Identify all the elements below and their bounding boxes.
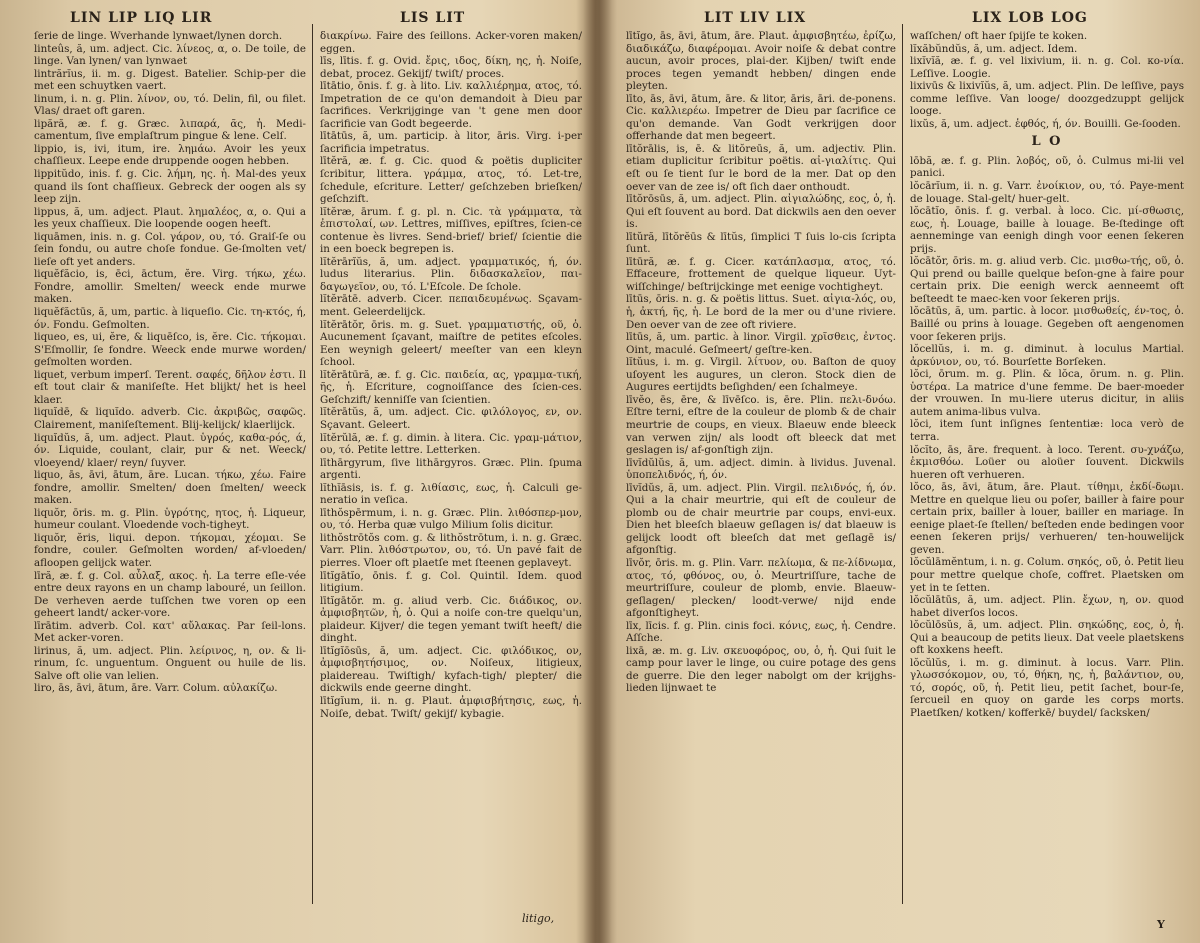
dictionary-entry: linteûs, ă, um. adject. Cic. λίνεος, α, ο. De toile, de linge. Van lynen/ van lynwaet [34, 42, 306, 68]
dictionary-entry: līvĕo, ēs, ēre, & līvēſco. is, ēre. Plin. πελι-δνόω. Eſtre terni, eſtre de la couleur de plomb & de chair meurtrie de coups, en vieux. Blaeuw ende bleeck van verwen zijn/ als loodt oft bleeck dat met geslagen is/ af-gonſtigh zijn. [626, 393, 896, 457]
right-page-header-right: LIX LOB LOG [972, 10, 1088, 26]
dictionary-entry: lītŏrālis, is, ē. & litŏreūs, ă, um. adjectiv. Plin. etiam duplicitur ſcribitur poëtis. αἰ-γιαλίτις. Qui eſt ou ſe tient ſur le bord de la mer. Dat op den oever van de zee is/ oft ſich daer onthoudt. [626, 142, 896, 193]
dictionary-entry: lītātūs, ă, um. particip. à litor, āris. Virg. i-per ſacrificia impetratus. [320, 130, 582, 155]
dictionary-entry: lŏcātĭo, ōnis. f. g. verbal. à loco. Cic. μί-σθωσις, εως, ἡ. Louage, baille à louage. Be-ſtedinge oft aenneminge van eenigh dingh voor eenen ſekeren prijs. [910, 205, 1184, 255]
dictionary-entry: līvĭdŭs, ă, um. adject. Plin. Virgil. πελιδνός, ή, όν. Qui a la chair meurtrie, qui eſt de couleur de plomb ou de chair meurtrie par coups, envi-eux. Dien het bleeſch blaeuw geſlagen is/ dat blaeuw is gelijck loodt oft bleeſch dat met geſlagē is/ afgonſtig. [626, 481, 896, 557]
right-column-2-entries-a [910, 30, 1184, 130]
dictionary-entry: lītŏrōsūs, ă, um. adject. Plin. αἰγιαλώδης, εος, ὁ, ἡ. Qui eſt ſouvent au bord. Dat dickwils aen den oever is. [626, 193, 896, 231]
dictionary-entry: lītĕră, æ. f. g. Cic. quod & poëtis dupliciter ſcribitur, littera. γράμμα, ατος, τό. Let-tre, ſchedule, eſcriture. Letter/ geſchzeben brieſken/ geſchzift. [320, 155, 582, 206]
dictionary-entry: lōbă, æ. f. g. Plin. λοβός, οῦ, ὁ. Culmus mi-lii vel panici. [910, 154, 1184, 180]
dictionary-entry: lŏcŭlŭs, i. m. g. diminut. à locus. Varr. Plin. γλωσσόκομον, ου, τό, θήκη, ης, ἡ, βαλάντιον, ου, τό, σορός, οῦ, ἡ. Petit lieu, petit ſachet, bour-ſe, ſercueil en quoy on garde les corps morts. Plaetſken/ kotken/ kofferkē/ buydel/ ſacksken/ [910, 656, 1184, 719]
right-page-column-1 [626, 30, 896, 910]
dictionary-entry: lŏcellŭs, i. m. g. diminut. à loculus Martial. ἀρκύνιον, ου, τό. Bourſette Borſeken. [910, 343, 1184, 368]
dictionary-entry: lŏcĭto, ās, āre. frequent. à loco. Terent. συ-χνάζω, ἐκμισθόω. Loüer ou aloüer ſouvent. Dickwils hueren oft verhueren. [910, 443, 1184, 481]
dictionary-entry: lŏcātūs, ă, um. partic. à locor. μισθωθείς, έν-τος, ὁ. Baillé ou prins à louage. Gegeben oft aengenomen voor ſekeren prijs. [910, 305, 1184, 343]
right-column-2-entries-b [910, 155, 1184, 720]
left-page-column-1 [34, 30, 306, 910]
dictionary-entry: līthŏspērmum, i. n. g. Græc. Plin. λιθόσπερ-μον, ου, τό. Herba quæ vulgo Milium ſolis dicitur. [320, 506, 582, 532]
left-page [0, 0, 590, 943]
left-page-header-left: LIN LIP LIQ LIR [70, 10, 213, 26]
dictionary-entry: lītĭgātĭo, ōnis. f. g. Col. Quintil. Idem. quod litigium. [320, 569, 582, 595]
dictionary-entry: lĭxăbŭndŭs, ă, um. adject. Idem. [910, 42, 1078, 55]
dictionary-entry: līthārgyrum, ſive lithārgyros. Græc. Plin. ſpuma argenti. [320, 456, 582, 482]
dictionary-entry: lĭthĭāsis, is. f. g. λιθίασις, εως, ἡ. Calculi ge-neratio in veſica. [320, 481, 582, 507]
section-title: L O [1031, 134, 1063, 150]
dictionary-entry: līvĭdŭlŭs, ă, um. adject. dimin. à lividus. Juvenal. ὑποπελιδνός, ή, όν. [626, 456, 896, 482]
dictionary-entry: lixŭs, ă, um. adject. ἑφθός, ή, όν. Bouilli. Ge-ſooden. [910, 117, 1181, 130]
dictionary-entry: lŏco, ās, āvi, ātum, āre. Plaut. τίθημι, ἐκδί-δωμι. Mettre en quelque lieu ou poſer, bailler à faire pour certain prix, bailler à louer, bailler en mariage. In eenige plaet-ſe ſtellen/ beſteden ende bedingen voor eenen ſekeren prijs/ verhueren/ ten-houwelijck geven. [910, 481, 1184, 556]
dictionary-entry: lĭtĕræ, ārum. f. g. pl. n. Cic. τὰ γράμματα, τὰ ἐπιστολαί, ων. Lettres, miſſives, epiſtres, ſcien-ce contenue ès livres. Send-brief/ brief/ ſcientie die in een boeck begrepen is. [320, 205, 582, 256]
dictionary-entry: διακρίνω. Faire des ſeillons. Acker-voren maken/ eggen. [320, 30, 582, 55]
dictionary-entry: lippio, is, ivi, itum, ire. λημάω. Avoir les yeux chaſſieux. Leepe ende druppende oogen hebben. [34, 142, 306, 168]
dictionary-entry: lītĭgātŏr. m. g. aliud verb. Cic. διάδικος, ον. ἀμφισβητῶν, ἡ, ὁ. Qui a noiſe con-tre quelqu'un, plaideur. Kijver/ die tegen yemant twiſt heeft/ die dinght. [320, 594, 582, 645]
dictionary-entry: lŏci, item ſunt inſignes ſententiæ: loca verò de terra. [910, 418, 1184, 443]
dictionary-entry: lŏci, ōrum. m. g. Plin. & lŏca, ōrum. n. g. Plin. ὑστέρα. La matrice d'une femme. De baer-moeder der vrouwen. In mu-liere uterus dicitur, in aliis autem anima-libus vulva. [910, 368, 1184, 418]
dictionary-entry: waſſchen/ oft haer ſpijſe te koken. [910, 30, 1088, 42]
dictionary-entry: lĭtĕrātūră, æ. f. g. Cic. παιδεία, ας, γραμμα-τική, ῆς, ἡ. Eſcriture, cognoiſſance des ſcien-ces. Geſchzift/ kenniſſe van ſcientien. [320, 368, 582, 406]
dictionary-entry: liquo, ās, āvi, ātum, āre. Lucan. τήκω, χέω. Faire fondre, amollir. Smelten/ doen ſmelten/ weeck maken. [34, 469, 306, 507]
dictionary-entry: lĭtŭus, i. m. g. Virgil. λίτυον, ου. Baſton de quoy uſoyent les augures, un cleron. Stock dien de Augures eertijdts beſighden/ een ſchalmeye. [626, 356, 896, 394]
dictionary-entry: lĭtĕrātŭs, ă, um. adject. Cic. φιλόλογος, εν, ον. Sçavant. Geleert. [320, 406, 582, 431]
dictionary-entry: liquāmen, inis. n. g. Col. γάρον, ου, τό. Graiſ-ſe ou ſein fondu, ou autre choſe fondue. Ge-ſmolten vet/ lieſe oft yet anders. [34, 230, 306, 268]
dictionary-entry: lŏcŭlāmĕntum, i. n. g. Colum. σηκός, οῦ, ὁ. Petit lieu pour mettre quelque choſe, coffret. Plaetsken om yet in te ſetten. [910, 556, 1184, 594]
dictionary-entry: liquet, verbum imperſ. Terent. σαφές, δῆλον ἐστι. Il eſt tout clair & maniſeſte. Het blijkt/ het is heel klaer. [34, 368, 306, 406]
dictionary-entry: lītūră, æ. f. g. Cicer. κατάπλασμα, ατος, τό. Effaceure, frottement de quelque liqueur. Uyt-wiſſchinge/ beſtrijckinge met eenige vochtigheyt. [626, 255, 896, 293]
right-page [612, 0, 1200, 943]
left-page-header-right: LIS LIT [400, 10, 466, 26]
signature-mark: Y [1157, 918, 1165, 931]
dictionary-entry: lippitŭdo, inis. f. g. Cic. λήμη, ης. ἡ. Mal-des yeux quand ils ſont chaſſieux. Gebreck der oogen als sy leep zijn. [34, 168, 306, 206]
dictionary-entry: lītūs, ă, um. partic. à linor. Virgil. χρῖσθεις, ἐντος. Oint, maculé. Geſmeert/ geſtre-ken. [626, 331, 896, 356]
dictionary-entry: lixā, æ. m. g. Liv. σκευοφόρος, ου, ὁ, ἡ. Qui ſuit le camp pour laver le linge, ou cuire potage des gens de guerre. Die den leger nabolgt om der krijghs-lieden lijnwaet te [626, 644, 896, 695]
dictionary-entry: liquĭdē, & liquĭdo. adverb. Cic. ἀκριβῶς, σαφῶς. Clairement, maniſeſtement. Blij-kelijck/ klaerlijck. [34, 406, 306, 431]
catchword: litigo, [522, 912, 555, 925]
dictionary-entry: ſerie de linge. Wverhande lynwaet/lynen dorch. [34, 30, 283, 42]
dictionary-entry: lĭtĕrŭlă, æ. f. g. dimin. à litera. Cic. γραμ-μάτιον, ου, τό. Petite lettre. Letterken. [320, 431, 582, 457]
dictionary-entry: lītŭră, lītŏrĕūs & lītŭs, ſimplici T ſuis lo-cis ſcripta ſunt. [626, 230, 896, 256]
dictionary-entry: lītĭgĭum, ii. n. g. Plaut. ἀμφισβήτησις, εως, ἡ. Noiſe, debat. Twiſt/ gekijf/ kybagie. [320, 694, 582, 720]
dictionary-entry: lītūs, ōris. n. g. & poëtis littus. Suet. αἰγια-λός, ου, ἡ, ἀκτή, ῆς, ἡ. Le bord de la mer ou d'une riviere. Den oever van de zee oft riviere. [626, 293, 896, 331]
dictionary-entry: līx, līcis. f. g. Plin. cinis foci. κόνις, εως, ἡ. Cendre. Aſſche. [626, 619, 896, 645]
dictionary-entry: lĭtĕrātē. adverb. Cicer. πεπαιδευμένως. Sçavam-ment. Geleerdelijck. [320, 293, 582, 319]
dictionary-entry: liquŏr, ĕris, liqui. depon. τήκομαι, χέομαι. Se fondre, couler. Geſmolten worden/ af-vloeden/ afloopen gelijck water. [34, 531, 306, 569]
dictionary-entry: lĭtĕrātŏr, ōris. m. g. Suet. γραμματιστής, οῦ, ὁ. Aucunement ſçavant, maiſtre de petites eſcoles. Een weynigh geleert/ meeſter van een kleyn ſchool. [320, 318, 582, 369]
dictionary-entry: lixivūs & lixivĭŭs, ă, um. adject. Plin. De leſſive, pays comme leſſive. Van looge/ doozgedzuppt gelijck looge. [910, 80, 1184, 118]
dictionary-entry: linum, i. n. g. Plin. λίνον, ου, τό. Delin, fil, ou filet. Vlas/ draet oft garen. [34, 92, 306, 118]
column-rule [902, 24, 903, 904]
dictionary-entry: liquĕfăctūs, ă, um, partic. à liqueſio. Cic. τη-κτός, ή, όν. Fondu. Geſmolten. [34, 306, 306, 331]
dictionary-entry: lŏcŭlātūs, ă, um. adject. Plin. ἔχων, η, ον. quod habet diverſos locos. [910, 594, 1184, 619]
dictionary-entry: lŏcŭlōsŭs, ă, um. adject. Plin. σηκώδης, εος, ὁ, ἡ. Qui a beaucoup de petits lieux. Dat veele plaetskens oft koxkens heeft. [910, 619, 1184, 657]
dictionary-entry: liqueo, es, ui, ĕre, & liquēſco, is, ĕre. Cic. τήκομαι. S'Eſmollir, ſe fondre. Weeck ende murwe worden/ geſmolten worden. [34, 331, 306, 369]
dictionary-entry: lintrărĭus, ii. m. g. Digest. Batelier. Schip-per die met een schuytken vaert. [34, 67, 306, 93]
dictionary-entry: līvŏr, ōris. m. g. Plin. Varr. πελίωμα, & πε-λίδνωμα, ατος, τό, φθόνος, ου, ὁ. Meurtriſſure, tache de meurtriſſure, couleur de plomb, envie. Blaeuw-geſlagen/ plecken/ loodt-verwe/ nijd ende afgonſtigheyt. [626, 556, 896, 620]
right-page-column-2 [910, 30, 1184, 910]
left-page-column-2 [320, 30, 582, 910]
dictionary-entry: lŏcātŏr, ōris. m. g. aliud verb. Cic. μισθω-τής, οῦ, ὁ. Qui prend ou baille quelque beſon-gne à faire pour certain prix. Die eenigh werck aenneemt oft beſteedt te maec-ken voor ſekeren prijs. [910, 255, 1184, 305]
dictionary-entry: lithŏstrōtŏs com. g. & lithŏstrōtum, i. n. g. Græc. Varr. Plin. λιθόστρωτον, ου, τό. Un pavé fait de pierres. Vloer oft plaetſe met ſteenen geplaveyt. [320, 531, 582, 569]
dictionary-entry: liquĕfăcio, is, ēci, āctum, ĕre. Virg. τήκω, χέω. Fondre, amollir. Smelten/ weeck ende murwe maken. [34, 268, 306, 306]
dictionary-entry: lirinus, ă, um. adject. Plin. λείρινος, η, ον. & li-rinum, ſc. unguentum. Onguent ou huile de lis. Salve oft olie van lelien. [34, 644, 306, 682]
dictionary-entry: lītĭgo, ās, āvi, ātum, āre. Plaut. ἀμφισβητέω, ἐρίζω, διαδικάζω, διαφέρομαι. Avoir noiſe & debat contre aucun, avoir proces, plai-der. Kijben/ twiſt ende proces tegen yemandt hebben/ dingen ende pleyten. [626, 30, 896, 93]
dictionary-entry: lĭtĕrārĭŭs, ă, um. adject. γραμματικός, ή, όν. ludus literarius. Plin. διδασκαλεῖον, παι-δαγωγεῖον, ου, τό. L'Eſcole. De ſchole. [320, 255, 582, 293]
dictionary-entry: lippus, ă, um. adject. Plaut. λημαλέος, α, ο. Qui a les yeux chaſſieux. Die loopende oogen heeft. [34, 205, 306, 231]
dictionary-entry: lixĭvĭă, æ. f. g. vel lixivium, ii. n. g. Col. κο-νία. Leſſive. Loogie. [910, 55, 1184, 80]
dictionary-entry: liquŏr, ōris. m. g. Plin. ὑγρότης, ητος, ἡ. Liqueur, humeur coulant. Vloedende voch-tigheyt. [34, 506, 306, 532]
column-rule [312, 24, 313, 904]
dictionary-entry: līră, æ. f. g. Col. αὖλαξ, ακος. ἡ. La terre eſle-vée entre deux rayons en un champ labouré, un ſeillon. De verheven aerde tuſſchen twe voren op een geheert landt/ acker-vore. [34, 569, 306, 620]
right-page-header-left: LIT LIV LIX [704, 10, 807, 26]
dictionary-entry: līrātim. adverb. Col. κατ' αὔλακας. Par ſeil-lons. Met acker-voren. [34, 619, 306, 645]
dictionary-entry: lītĭgĭōsūs, ă, um. adject. Cic. φιλόδικος, ον, ἀμφισβητήσιμος, ον. Noiſeux, litigieux, plaidereau. Twiſtigh/ kyfach-tigh/ plepter/ die dickwils ende geerne dinght. [320, 644, 582, 695]
dictionary-entry: liquĭdŭs, ă, um. adject. Plaut. ὑγρός, καθα-ρός, ά, όν. Liquide, coulant, clair, pur & net. Weeck/ vloeyend/ klaer/ reyn/ ſuyver. [34, 431, 306, 469]
dictionary-entry: līto, ās, āvi, ātum, āre. & litor, āris, āri. de-ponens. Cic. καλλιερέω. Impetrer de Dieu par ſacrifice ce qu'on demande. Van Godt verkrijgen door offerhande dat men begeert. [626, 92, 896, 143]
dictionary-entry: lŏcārĭum, ii. n. g. Varr. ἐνοίκιον, ου, τό. Paye-ment de louage. Stal-gelt/ huer-gelt. [910, 180, 1184, 205]
dictionary-entry: lipără, æ. f. g. Græc. λιπαρά, ᾶς, ἡ. Medi-camentum, ſive emplaſtrum pingue & lene. Celſ. [34, 117, 306, 143]
dictionary-entry: līs, lītis. f. g. Ovid. ἔρις, ιδος, δίκη, ης, ἡ. Noiſe, debat, procez. Gekijf/ twiſt/ proces. [320, 55, 582, 80]
dictionary-entry: lītātio, ōnis. f. g. à lito. Liv. καλλιέρημα, ατος, τό. Impetration de ce qu'on demandoit à Dieu par ſacrifices. Verkrijginge van 't gene men door ſacrificie van Godt begeerde. [320, 80, 582, 130]
dictionary-entry: liro, ās, āvi, ātum, āre. Varr. Colum. αὐλακίζω. [34, 682, 278, 695]
